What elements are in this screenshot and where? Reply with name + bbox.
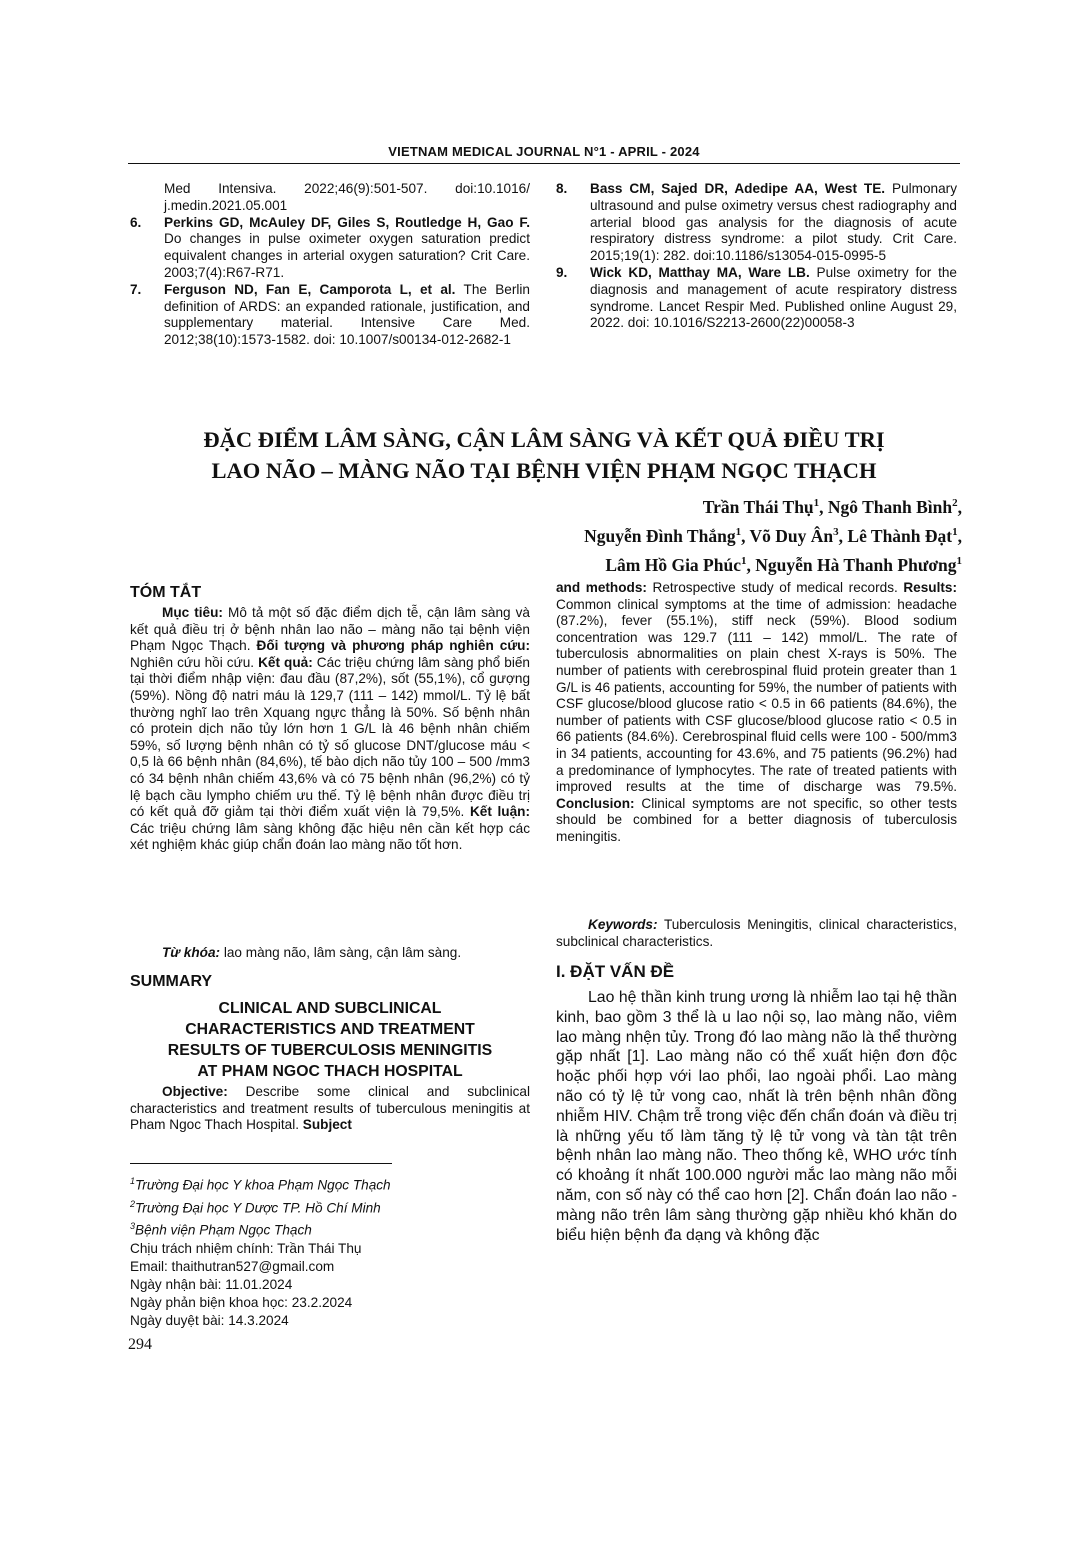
english-title-line: RESULTS OF TUBERCULOSIS MENINGITIS — [167, 1042, 493, 1059]
text-ketluan: Các triệu chứng lâm sàng không đặc hiệu nên cần kết hợp các xét nghiệm khác giúp chẩn đoán lao màng não tốt hơn. — [130, 820, 530, 853]
author-line-2 — [584, 520, 962, 549]
footnote-corresponding: Chịu trách nhiệm chính: Trần Thái Thụ — [130, 1240, 362, 1256]
footnote-affiliation-3 — [130, 1217, 530, 1240]
author-line-3 — [584, 549, 962, 578]
reference-5-continued: Med Intensiva. 2022;46(9):501-507. doi:10.1016/ j.medin.2021.05.001 — [164, 181, 530, 213]
affiliation-mark: 1 — [956, 554, 962, 567]
footnote-mark: 2 — [130, 1198, 136, 1209]
english-title — [130, 998, 530, 1082]
section-1-paragraph: Lao hệ thần kinh trung ương là nhiễm lao tại hệ thần kinh, bao gồm 3 thể là u lao nội sọ, lao màng não, viêm lao màng nhện tủy. Trong đó lao màng não là thể thường gặp nhất [1]. Lao màng não có thể xuất hiện đơn độc hoặc phối hợp với lao phổi, lao ngoài phổi. Lao màng não có tỷ lệ tử vong cao, nhất là trên bệnh nhân đồng nhiễm HIV. Chậm trễ trong việc đến chẩn đoán và điều trị là những yếu tố làm tăng tỷ lệ tử vong và tàn tật trên bệnh nhân lao màng não. Theo thống kê, WHO ước tính có khoảng ít nhất 100.000 người mắc lao màng não mỗi năm, con số này có thể cao hơn [2]. Chẩn đoán lao não - màng não trên lâm sàng thường gặp nhiều khó khăn do biểu hiện bệnh đa dạng và không đặc — [556, 989, 957, 1244]
reference-authors: Bass CM, Sajed DR, Adedipe AA, West TE. — [590, 181, 886, 196]
tomtat-heading: TÓM TẮT — [130, 584, 202, 601]
text-doituong: Nghiên cứu hồi cứu. — [130, 654, 259, 670]
author: Trần Thái Thụ — [702, 496, 814, 517]
reference-number: 6. — [130, 214, 142, 230]
title-line-2: LAO NÃO – MÀNG NÃO TẠI BỆNH VIỆN PHẠM NGỌC THẠCH — [211, 458, 877, 483]
author: Ngô Thanh Bình — [827, 496, 953, 517]
text-methods: Retrospective study of medical records. — [646, 580, 904, 595]
header-rule — [128, 163, 960, 164]
references-right — [556, 181, 957, 332]
reference-authors: Wick KD, Matthay MA, Ware LB. — [590, 264, 810, 280]
affiliation-mark: 1 — [740, 554, 747, 567]
article-title — [128, 424, 960, 486]
reference-6 — [130, 215, 530, 282]
summary-continued — [556, 580, 957, 846]
tomtat-abstract — [130, 605, 530, 854]
affiliation-mark: 1 — [813, 497, 820, 509]
label-objective: Objective: — [162, 1084, 228, 1099]
author-list — [584, 491, 962, 577]
text-tukhoa: lao màng não, lâm sàng, cận lâm sàng. — [220, 945, 462, 960]
reference-authors: Perkins GD, McAuley DF, Giles S, Routledge H, Gao F. — [164, 214, 530, 230]
reference-number: 7. — [130, 281, 142, 297]
author: Nguyễn Đình Thắng — [584, 525, 736, 546]
english-title-line: CLINICAL AND SUBCLINICAL — [218, 1000, 442, 1017]
english-title-line: AT PHAM NGOC THACH HOSPITAL — [197, 1063, 463, 1080]
reference-text: Pulmonary ultrasound and pulse oximetry versus chest radiography and arterial blood gas analysis for the diagnosis of acute respiratory distress syndrome: a pilot study. Crit Care. 2015;19(1): 282. doi:10.1186/s13054-015-0995-5 — [590, 181, 957, 264]
reference-7 — [130, 282, 530, 349]
label-muctieu: Mục tiêu: — [162, 605, 223, 620]
journal-header: VIETNAM MEDICAL JOURNAL N°1 - APRIL - 2024 — [388, 144, 700, 159]
author-separator: , — [819, 496, 828, 517]
label-ketluan: Kết luận: — [469, 804, 530, 820]
reference-number: 9. — [556, 264, 568, 280]
label-tukhoa: Từ khóa: — [162, 945, 221, 960]
reference-number: 8. — [556, 181, 568, 196]
section-1-heading: I. ĐẶT VẤN ĐỀ — [556, 962, 675, 981]
reference-text: Do changes in pulse oximeter oxygen saturation predict equivalent changes in arterial oxygen saturation? Crit Care. 2003;7(4):R67-R71. — [164, 231, 530, 280]
label-doituong: Đối tượng và phương pháp nghiên cứu: — [256, 638, 530, 654]
footnote-affiliation-2 — [130, 1195, 530, 1218]
footnote-text: Trường Đại học Y Dược TP. Hồ Chí Minh — [135, 1200, 381, 1216]
label-and-methods: and methods: — [556, 580, 647, 595]
label-conclusion: Conclusion: — [556, 795, 635, 811]
author-separator: , — [957, 496, 962, 517]
author-separator: , — [741, 525, 750, 546]
author: Lâm Hồ Gia Phúc — [605, 554, 741, 575]
page-number: 294 — [128, 1336, 152, 1353]
author-line-1 — [584, 491, 962, 520]
author: Lê Thành Đạt — [847, 525, 953, 546]
footnote-reviewed: Ngày phản biện khoa học: 23.2.2024 — [130, 1294, 353, 1310]
label-ketqua: Kết quả: — [258, 654, 313, 670]
label-subject: Subject — [302, 1117, 352, 1133]
summary-keywords — [556, 917, 957, 950]
author: Võ Duy Ân — [749, 525, 834, 546]
english-title-line: CHARACTERISTICS AND TREATMENT — [185, 1021, 475, 1038]
reference-text: Pulse oximetry for the diagnosis and management of acute respiratory distress syndrome. Lancet Respir Med. Published online August 29, 2022. doi: 10.1016/S2213-2600(22)00058-3 — [590, 264, 957, 331]
footnote-text: Bệnh viện Phạm Ngọc Thạch — [135, 1222, 312, 1238]
text-keywords: Tuberculosis Meningitis, clinical characteristics, subclinical characteristics. — [556, 917, 957, 949]
author-separator: , — [957, 525, 962, 546]
title-line-1: ĐẶC ĐIỂM LÂM SÀNG, CẬN LÂM SÀNG VÀ KẾT QUẢ ĐIỀU TRỊ — [203, 427, 885, 452]
reference-authors: Ferguson ND, Fan E, Camporota L, et al. — [164, 281, 456, 297]
text-results: Common clinical symptoms at the time of admission: headache (87.2%), fever (55.1%), stiff neck (59%). Blood sodium concentration was 129.7 (111 – 142) mmol/L. The rate of tuberculosis abnormalities on plain chest X-rays is 50%. The number of patients with cerebrospinal fluid protein greater than 1 G/L is 46 patients, accounting for 59%, the number of patients with CSF glucose/blood glucose ratio < 0.5 in 66 patients (84.6%), the number of patients with CSF glucose/blood glucose ratio < 0.5 in 66 patients (84.6%). Cerebrospinal fluid cells were 100 - 500/mm3 in 34 patients, accounting for 43.6%, and 75 patients (96.2%) had a predominance of lymphocytes. The rate of treated patients with improved results at the time of discharge was 79.5%. — [556, 596, 957, 795]
references-left — [130, 181, 530, 349]
affiliation-mark: 1 — [735, 525, 742, 538]
text-muctieu: Mô tả một số đặc điểm dịch tễ, cận lâm sàng và kết quả điều trị ở bệnh nhân lao não – màng não tại bệnh viện Phạm Ngọc Thạch. — [130, 605, 530, 654]
footnote-affiliation-1 — [130, 1172, 530, 1195]
summary-heading: SUMMARY — [130, 973, 213, 990]
reference-9 — [556, 265, 957, 332]
text-conclusion: Clinical symptoms are not specific, so other tests should be combined for a better diagnosis of tuberculosis meningitis. — [556, 795, 957, 844]
affiliation-mark: 2 — [952, 497, 958, 509]
label-results: Results: — [903, 580, 957, 595]
affiliation-mark: 1 — [952, 525, 958, 538]
footnotes — [130, 1172, 530, 1330]
tomtat-keywords — [130, 945, 530, 962]
author-separator: , — [746, 554, 756, 575]
label-keywords: Keywords: — [588, 917, 658, 932]
footnote-mark: 3 — [130, 1221, 136, 1232]
footnote-accepted: Ngày duyệt bài: 14.3.2024 — [130, 1312, 289, 1328]
reference-text: The Berlin definition of ARDS: an expanded rationale, justification, and supplementary material. Intensive Care Med. 2012;38(10):1573-1582. doi: 10.1007/s00134-012-2682-1 — [164, 281, 530, 348]
footnote-received: Ngày nhận bài: 11.01.2024 — [130, 1276, 293, 1292]
footnote-text: Trường Đại học Y khoa Phạm Ngọc Thạch — [135, 1177, 391, 1193]
footnote-rule — [130, 1163, 392, 1164]
summary-objective — [130, 1084, 530, 1134]
author: Nguyễn Hà Thanh Phương — [755, 554, 957, 575]
author-separator: , — [838, 525, 848, 546]
footnote-email: Email: thaithutran527@gmail.com — [130, 1258, 335, 1274]
affiliation-mark: 3 — [833, 525, 839, 538]
footnote-mark: 1 — [130, 1176, 136, 1186]
reference-8 — [556, 181, 957, 265]
text-objective: Describe some clinical and subclinical characteristics and treatment results of tuberculous meningitis at Pham Ngoc Thach Hospital. — [130, 1084, 530, 1133]
text-ketqua: Các triệu chứng lâm sàng phổ biến tại thời điểm nhập viện: đau đầu (87,2%), sốt (55,1%), cổ gượng (59%). Nồng độ natri máu là 129,7 (111 – 142) mmol/L. Tỷ lệ bất thường nghĩ lao trên Xquang ngực thẳng là 50%. Số bệnh nhân có protein dịch não tủy lớn hơn 1 G/L là 46 bệnh nhân chiếm 59%, số lượng bệnh nhân có tỷ số glucose DNT/glucose máu < 0,5 là 66 bệnh nhân (84,6%), tế bào dịch não tủy 100 – 500 /mm3 có 34 bệnh nhân chiếm 43,6% và có 75 bệnh nhân (96,2%) có tỷ lệ bạch cầu lympho chiếm ưu thế. Tỷ lệ bệnh nhân được điều trị có kết quả đỡ giảm tại thời điểm xuất viện là 79,5%. — [130, 654, 530, 820]
